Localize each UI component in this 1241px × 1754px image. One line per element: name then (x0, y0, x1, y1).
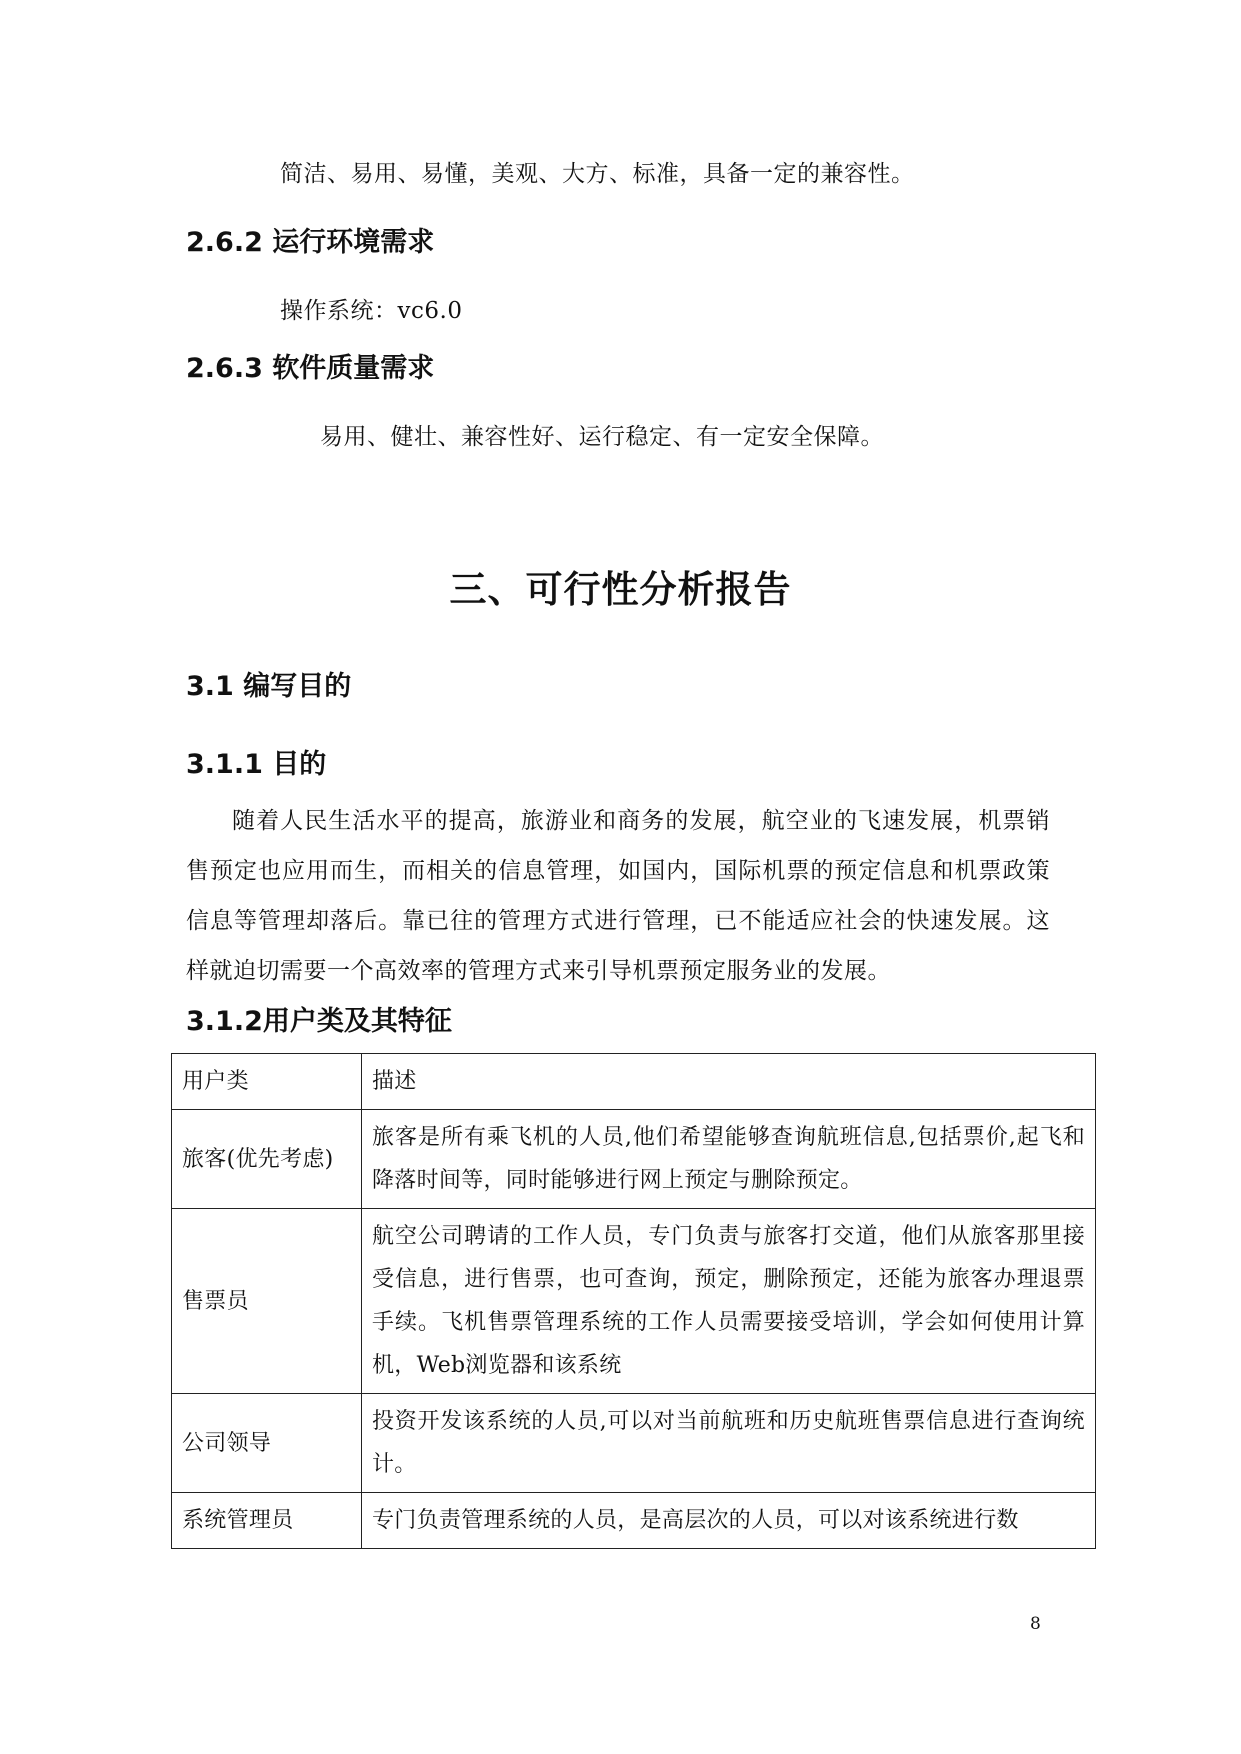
table-row (172, 1110, 1096, 1209)
chapter-title: 三、可行性分析报告 (449, 568, 792, 611)
page-number: 8 (1030, 1614, 1041, 1634)
description-cell: 投资开发该系统的人员,可以对当前航班和历史航班售票信息进行查询统计。 (362, 1394, 1096, 1493)
user-class-table (171, 1053, 1096, 1549)
heading-3-1-1: 3.1.1 目的 (186, 749, 327, 780)
table-row (172, 1209, 1096, 1394)
heading-3-1-2: 3.1.2用户类及其特征 (186, 1006, 452, 1037)
table-header-cell: 用户类 (172, 1054, 362, 1110)
user-class-cell: 售票员 (172, 1209, 362, 1394)
heading-2-6-3: 2.6.3 软件质量需求 (186, 353, 435, 384)
heading-3-1: 3.1 编写目的 (186, 671, 352, 702)
sec-2-6-3-text: 易用、健壮、兼容性好、运行稳定、有一定安全保障。 (320, 424, 884, 450)
description-cell: 专门负责管理系统的人员，是高层次的人员，可以对该系统进行数 (362, 1493, 1096, 1549)
description-cell: 航空公司聘请的工作人员，专门负责与旅客打交道，他们从旅客那里接受信息，进行售票，也可查询，预定，删除预定，还能为旅客办理退票手续。飞机售票管理系统的工作人员需要接受培训，学会如何使用计算机，Web浏览器和该系统 (362, 1209, 1096, 1394)
user-class-cell: 系统管理员 (172, 1493, 362, 1549)
table-header-row (172, 1054, 1096, 1110)
table-row (172, 1394, 1096, 1493)
user-class-cell: 公司领导 (172, 1394, 362, 1493)
user-class-cell: 旅客(优先考虑) (172, 1110, 362, 1209)
table-header-cell: 描述 (362, 1054, 1096, 1110)
heading-2-6-2: 2.6.2 运行环境需求 (186, 227, 435, 258)
table-row (172, 1493, 1096, 1549)
sec-2-6-2-text: 操作系统：vc6.0 (280, 298, 463, 324)
description-cell: 旅客是所有乘飞机的人员,他们希望能够查询航班信息,包括票价,起飞和降落时间等，同时能够进行网上预定与删除预定。 (362, 1110, 1096, 1209)
sec-2-6-1-text: 简洁、易用、易懂，美观、大方、标准，具备一定的兼容性。 (280, 161, 915, 187)
sec-3-1-1-paragraph: 随着人民生活水平的提高，旅游业和商务的发展，航空业的飞速发展，机票销售预定也应用而生，而相关的信息管理，如国内，国际机票的预定信息和机票政策信息等管理却落后。靠已往的管理方式进行管理，已不能适应社会的快速发展。这样就迫切需要一个高效率的管理方式来引导机票预定服务业的发展。 (186, 808, 1050, 984)
